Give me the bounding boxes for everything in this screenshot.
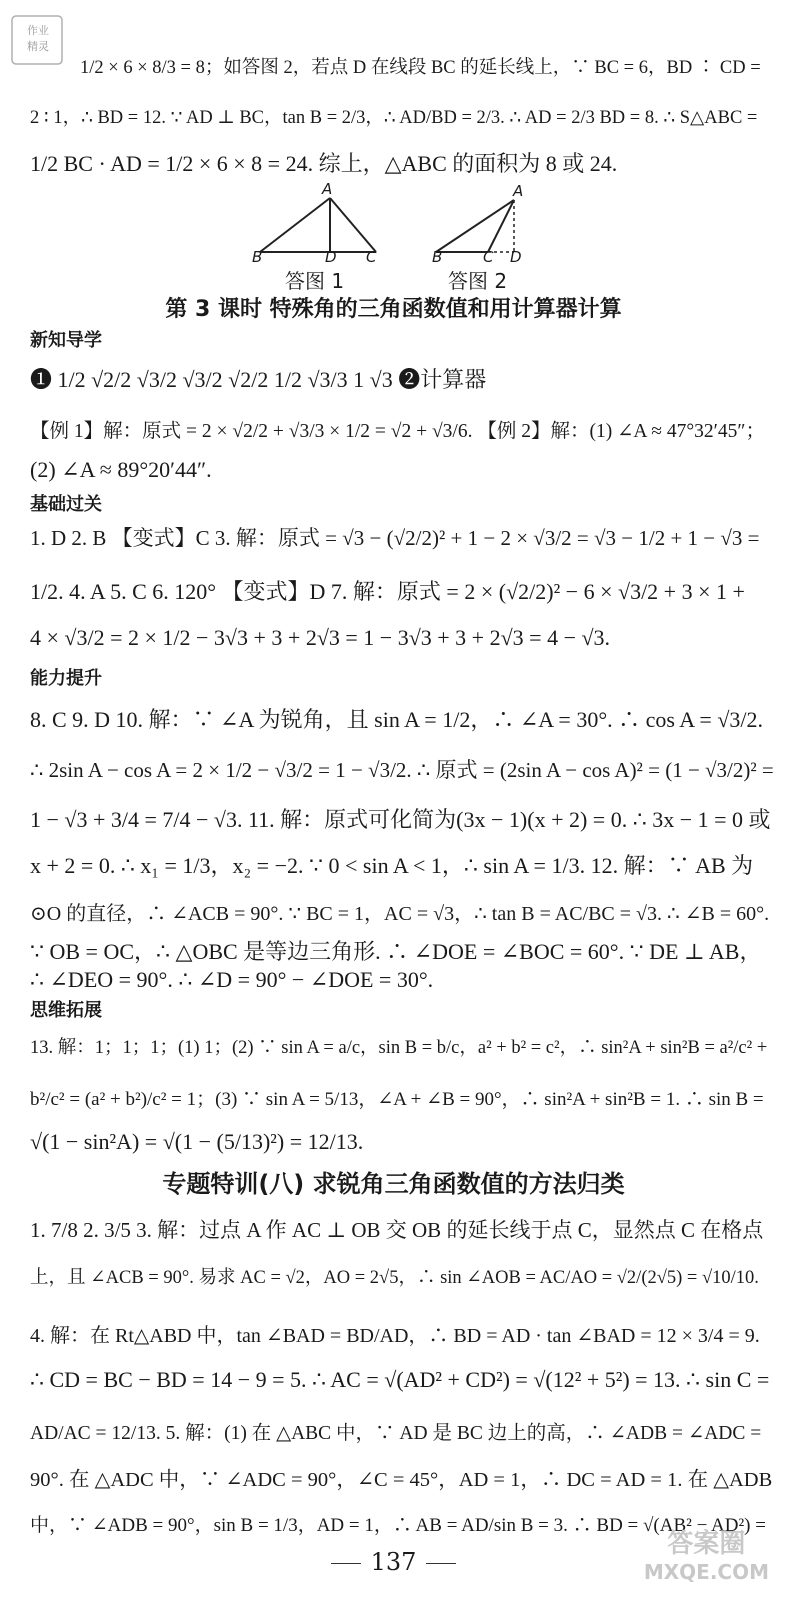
- text-line-special-4: ∴ CD = BC − BD = 14 − 9 = 5. ∴ AC = √(AD² + CD²) = √(12² + 5²) = 13. ∴ sin C =: [30, 1367, 770, 1392]
- text-line-example-1: 【例 1】解：原式 = 2 × √2/2 + √3/3 × 1/2 = √2 + √3/6. 【例 2】解：(1) ∠A ≈ 47°32′45″；: [30, 421, 766, 442]
- fig2-label-a: A: [513, 182, 524, 200]
- text-line-thinking-2: b²/c² = (a² + b²)/c² = 1；(3) ∵ sin A = 5/13，∠A + ∠B = 90°，∴ sin²A + sin²B = 1. ∴ sin B =: [30, 1089, 764, 1110]
- stamp-text-2: 精灵: [27, 40, 49, 53]
- page-number-dash-right: [426, 1563, 456, 1564]
- text-line-ability-1: 8. C 9. D 10. 解：∵ ∠A 为锐角，且 sin A = 1/2，∴ ∠A = 30°. ∴ cos A = √3/2.: [30, 707, 764, 732]
- fig2-caption: 答图 2: [448, 269, 508, 293]
- text-line-special-7: 中，∵ ∠ADB = 90°，sin B = 1/3，AD = 1，∴ AB = AD/sin B = 3. ∴ BD = √(AB² − AD²) =: [30, 1515, 766, 1536]
- text-line-2: 2 ∶ 1，∴ BD = 12. ∵ AD ⊥ BC，tan B = 2/3，∴ AD/BD = 2/3. ∴ AD = 2/3 BD = 8. ∴ S△ABC =: [30, 108, 758, 128]
- text-line-thinking-3: √(1 − sin²A) = √(1 − (5/13)²) = 12/13.: [30, 1129, 364, 1154]
- text-line-ability-4: x + 2 = 0. ∴ x₁ = 1/3，x₂ = −2. ∵ 0 < sin A < 1，∴ sin A = 1/3. 12. 解：∵ AB 为: [30, 853, 754, 878]
- fig1-label-a: A: [322, 180, 333, 198]
- page-number-dash-left: [331, 1563, 361, 1564]
- fig2-label-d: D: [510, 248, 522, 266]
- text-line-ability-2: ∴ 2sin A − cos A = 2 × 1/2 − √3/2 = 1 − √3/2. ∴ 原式 = (2sin A − cos A)² = (1 − √3/2)² =: [30, 758, 774, 782]
- fig1-label-d: D: [325, 248, 337, 266]
- text-line-special-2: 上，且 ∠ACB = 90°. 易求 AC = √2，AO = 2√5，∴ sin ∠AOB = AC/AO = √2/(2√5) = √10/10.: [30, 1268, 759, 1288]
- heading-thinking: 思维拓展: [30, 1000, 102, 1021]
- text-line-special-5: AD/AC = 12/13. 5. 解：(1) 在 △ABC 中，∵ AD 是 BC 边上的高，∴ ∠ADB = ∠ADC =: [30, 1423, 762, 1444]
- fig2-label-c: C: [483, 248, 494, 266]
- text-line-1: 1/2 × 6 × 8/3 = 8；如答图 2，若点 D 在线段 BC 的延长线上，∵ BC = 6，BD ∶ CD =: [80, 58, 761, 78]
- text-line-special-1: 1. 7/8 2. 3/5 3. 解：过点 A 作 AC ⊥ OB 交 OB 的延长线于点 C，显然点 C 在格点: [30, 1218, 764, 1242]
- text-line-basic-1: 1. D 2. B 【变式】C 3. 解：原式 = √3 − (√2/2)² + 1 − 2 × √3/2 = √3 − 1/2 + 1 − √3 =: [30, 526, 760, 550]
- text-line-special-6: 90°. 在 △ADC 中，∵ ∠ADC = 90°，∠C = 45°，AD = 1，∴ DC = AD = 1. 在 △ADB: [30, 1469, 773, 1491]
- text-line-thinking-1: 13. 解：1；1；1；(1) 1；(2) ∵ sin A = a/c，sin B = b/c，a² + b² = c²，∴ sin²A + sin²B = a²/c² +: [30, 1038, 768, 1058]
- fig1-caption: 答图 1: [285, 269, 345, 293]
- text-line-example-2: (2) ∠A ≈ 89°20′44″.: [30, 457, 212, 482]
- heading-ability: 能力提升: [30, 668, 102, 689]
- fig2-label-b: B: [432, 248, 443, 266]
- corner-stamp: [6, 8, 70, 72]
- lesson-title: 第 3 课时 特殊角的三角函数值和用计算器计算: [165, 297, 622, 322]
- new-knowledge-answers: ❶ 1/2 √2/2 √3/2 √3/2 √2/2 1/2 √3/3 1 √3 ❷计算器: [30, 367, 487, 392]
- fig1-label-c: C: [366, 248, 377, 266]
- text-line-3: 1/2 BC · AD = 1/2 × 6 × 8 = 24. 综上，△ABC 的面积为 8 或 24.: [30, 151, 618, 176]
- page-number-value: 137: [370, 1548, 417, 1576]
- watermark-line-2: MXQE.COM: [643, 1560, 769, 1584]
- special-title: 专题特训(八) 求锐角三角函数值的方法归类: [162, 1170, 625, 1198]
- text-line-basic-3: 4 × √3/2 = 2 × 1/2 − 3√3 + 3 + 2√3 = 1 − 3√3 + 3 + 2√3 = 4 − √3.: [30, 625, 611, 650]
- heading-basic: 基础过关: [30, 494, 102, 515]
- text-line-ability-6: ∵ OB = OC，∴ △OBC 是等边三角形. ∴ ∠DOE = ∠BOC = 60°. ∵ DE ⊥ AB，: [30, 939, 762, 964]
- watermark-line-1: 答案圈: [667, 1529, 746, 1559]
- text-line-ability-7: ∴ ∠DEO = 90°. ∴ ∠D = 90° − ∠DOE = 30°.: [30, 967, 434, 992]
- text-line-special-3: 4. 解：在 Rt△ABD 中，tan ∠BAD = BD/AD，∴ BD = AD · tan ∠BAD = 12 × 3/4 = 9.: [30, 1325, 760, 1347]
- text-line-ability-5: ⊙O 的直径，∴ ∠ACB = 90°. ∵ BC = 1，AC = √3，∴ tan B = AC/BC = √3. ∴ ∠B = 60°.: [30, 903, 770, 925]
- text-line-ability-3: 1 − √3 + 3/4 = 7/4 − √3. 11. 解：原式可化简为(3x − 1)(x + 2) = 0. ∴ 3x − 1 = 0 或: [30, 807, 771, 832]
- stamp-text-1: 作业: [27, 24, 49, 37]
- heading-new-knowledge: 新知导学: [30, 330, 102, 351]
- text-line-basic-2: 1/2. 4. A 5. C 6. 120° 【变式】D 7. 解：原式 = 2 × (√2/2)² − 6 × √3/2 + 3 × 1 +: [30, 579, 745, 604]
- fig1-label-b: B: [252, 248, 263, 266]
- watermark: [644, 1530, 769, 1586]
